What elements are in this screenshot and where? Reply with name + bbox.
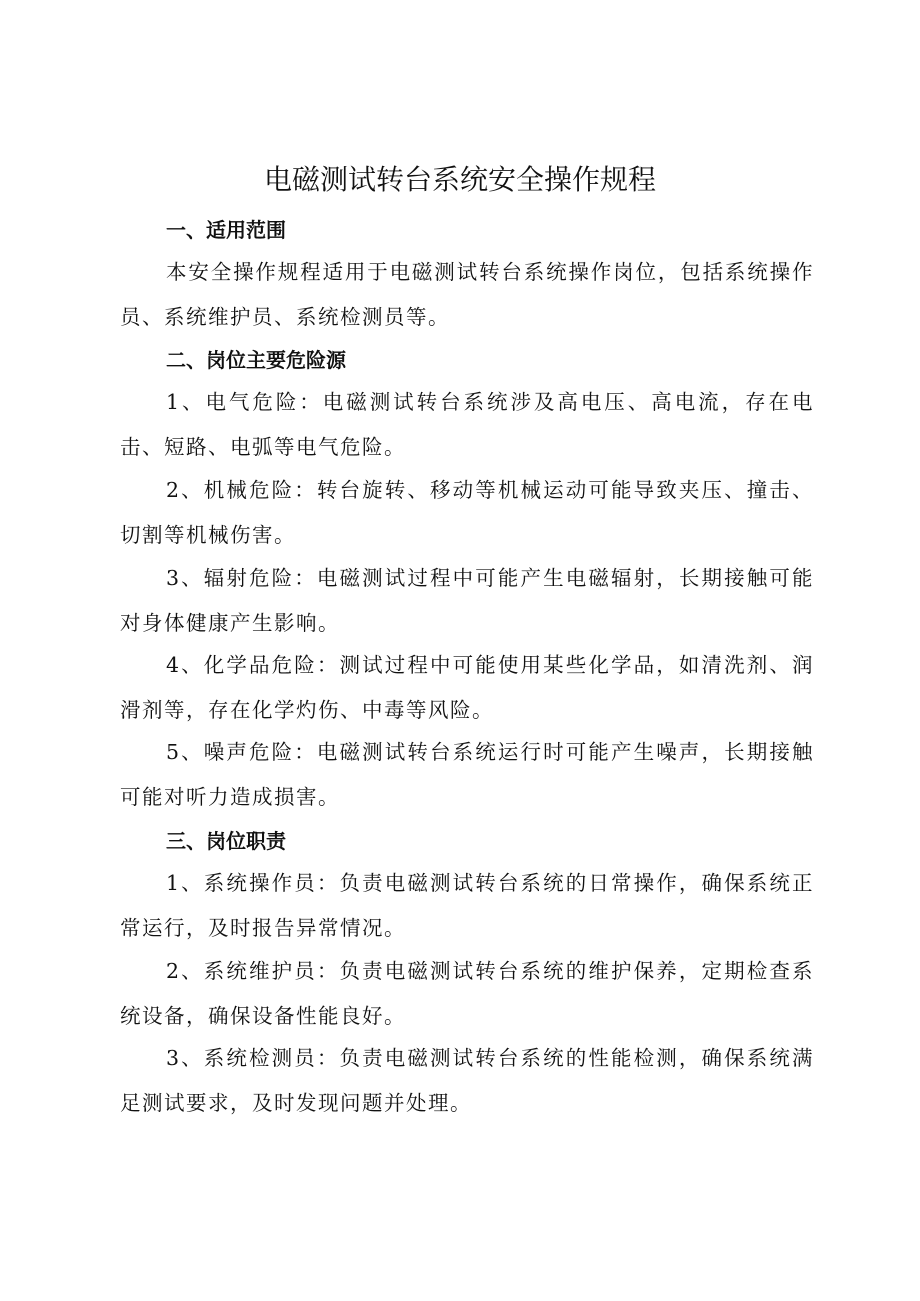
paragraph-hazard-mechanical: 2、机械危险：转台旋转、移动等机械运动可能导致夹压、撞击、切割等机械伤害。 xyxy=(120,478,814,547)
paragraph-hazard-radiation: 3、辐射危险：电磁测试过程中可能产生电磁辐射，长期接触可能对身体健康产生影响。 xyxy=(120,566,814,635)
document-title: 电磁测试转台系统安全操作规程 xyxy=(263,163,656,196)
section-heading-scope: 一、适用范围 xyxy=(166,218,286,242)
paragraph-hazard-chemical: 4、化学品危险：测试过程中可能使用某些化学品，如清洗剂、润滑剂等，存在化学灼伤、中毒等风险。 xyxy=(120,653,814,722)
paragraph-scope: 本安全操作规程适用于电磁测试转台系统操作岗位，包括系统操作员、系统维护员、系统检测员等。 xyxy=(120,260,814,329)
paragraph-duty-operator: 1、系统操作员：负责电磁测试转台系统的日常操作，确保系统正常运行，及时报告异常情况。 xyxy=(120,871,814,940)
paragraph-hazard-electrical: 1、电气危险：电磁测试转台系统涉及高电压、高电流，存在电击、短路、电弧等电气危险。 xyxy=(120,390,814,459)
paragraph-duty-maintainer: 2、系统维护员：负责电磁测试转台系统的维护保养，定期检查系统设备，确保设备性能良好。 xyxy=(120,959,814,1028)
section-heading-duties: 三、岗位职责 xyxy=(166,829,286,853)
paragraph-duty-inspector: 3、系统检测员：负责电磁测试转台系统的性能检测，确保系统满足测试要求，及时发现问题并处理。 xyxy=(120,1046,814,1115)
paragraph-hazard-noise: 5、噪声危险：电磁测试转台系统运行时可能产生噪声，长期接触可能对听力造成损害。 xyxy=(120,740,814,809)
section-heading-hazards: 二、岗位主要危险源 xyxy=(166,348,346,372)
